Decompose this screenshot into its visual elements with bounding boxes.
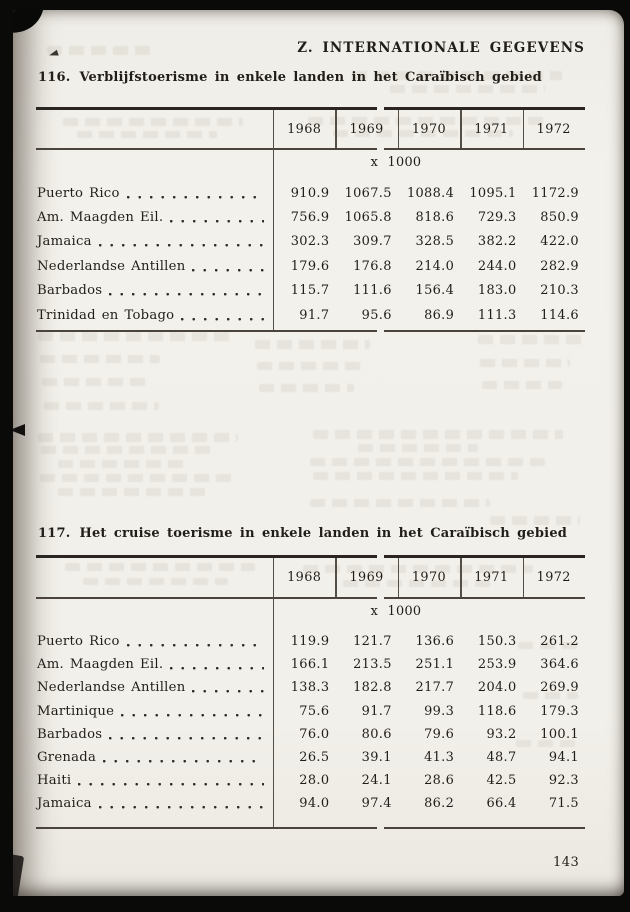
dot-leader xyxy=(78,783,264,786)
table-117 xyxy=(36,555,585,831)
dot-leader xyxy=(170,667,264,670)
value-cell: 269.9 xyxy=(540,680,579,696)
table-row xyxy=(36,254,585,278)
value-cell: 182.8 xyxy=(353,680,392,696)
country-label: Puerto Rico xyxy=(37,185,120,201)
country-label: Haiti xyxy=(37,773,72,789)
row-label-cell xyxy=(36,259,273,274)
table-number: 116. xyxy=(38,70,71,85)
unit-label: x 1000 xyxy=(370,155,422,170)
year-column-divider xyxy=(460,558,461,597)
table-row xyxy=(36,676,585,699)
year-header: 1968 xyxy=(287,569,322,585)
table-116 xyxy=(36,107,585,333)
value-cell: 66.4 xyxy=(486,796,517,812)
value-cell: 302.3 xyxy=(290,234,330,250)
year-column-divider xyxy=(335,558,336,597)
country-label: Am. Maagden Eil. xyxy=(37,210,164,226)
header-bottom-rule xyxy=(36,148,585,150)
bleedthrough-ghost xyxy=(40,355,160,363)
value-cell: 118.6 xyxy=(477,703,517,719)
year-header: 1969 xyxy=(349,569,384,585)
bleedthrough-ghost xyxy=(257,362,362,370)
year-header: 1971 xyxy=(474,569,509,585)
value-cell: 328.5 xyxy=(415,234,455,250)
value-cell: 729.3 xyxy=(477,210,517,226)
row-label-cell xyxy=(36,283,273,298)
value-cell: 244.0 xyxy=(477,258,517,274)
value-cell: 850.9 xyxy=(540,210,579,226)
row-label-cell xyxy=(36,680,273,695)
bleedthrough-ghost xyxy=(313,430,563,439)
year-column-divider xyxy=(523,558,524,597)
value-cell: 48.7 xyxy=(486,750,517,766)
year-column-divider xyxy=(398,110,399,148)
value-cell: 309.7 xyxy=(353,234,392,250)
country-label: Trinidad en Tobago xyxy=(37,307,175,323)
row-label-cell xyxy=(36,186,273,201)
year-header: 1968 xyxy=(287,121,322,137)
table-row xyxy=(36,230,585,254)
dot-leader xyxy=(170,220,264,223)
bleedthrough-ghost xyxy=(255,340,370,349)
value-cell: 156.4 xyxy=(415,283,455,299)
bleedthrough-ghost xyxy=(40,474,235,482)
year-header: 1970 xyxy=(411,121,447,137)
row-label-cell xyxy=(36,750,273,765)
value-cell: 86.2 xyxy=(424,796,455,812)
print-artifact-arrow xyxy=(48,50,58,58)
table-116-title xyxy=(38,70,542,85)
year-column-divider xyxy=(523,110,524,148)
year-header: 1971 xyxy=(474,121,509,137)
row-label-cell xyxy=(36,234,273,249)
dot-leader xyxy=(181,318,264,321)
country-label: Barbados xyxy=(37,726,103,742)
value-cell: 382.2 xyxy=(477,234,517,250)
table-row xyxy=(36,700,585,723)
table-117-title xyxy=(38,526,567,541)
value-cell: 910.9 xyxy=(290,185,330,201)
value-cell: 41.3 xyxy=(424,750,455,766)
value-cell: 42.5 xyxy=(486,773,517,789)
value-cell: 111.6 xyxy=(353,283,392,299)
value-cell: 261.2 xyxy=(540,634,579,650)
bleedthrough-ghost xyxy=(310,458,545,466)
unit-label: x 1000 xyxy=(370,604,422,619)
section-header: Z. INTERNATIONALE GEGEVENS xyxy=(297,40,585,56)
dot-leader xyxy=(99,244,264,247)
bleedthrough-ghost xyxy=(38,433,238,442)
table-title-text: Het cruise toerisme in enkele landen in het Caraïbisch gebied xyxy=(79,526,568,541)
row-label-cell xyxy=(36,796,273,811)
country-label: Nederlandse Antillen xyxy=(37,258,186,274)
value-cell: 79.6 xyxy=(424,726,455,742)
value-cell: 92.3 xyxy=(548,773,579,789)
value-cell: 282.9 xyxy=(540,258,579,274)
table-row xyxy=(36,746,585,769)
value-cell: 28.6 xyxy=(424,773,455,789)
bleedthrough-ghost xyxy=(47,46,157,55)
bleedthrough-ghost xyxy=(482,381,562,389)
dot-leader xyxy=(99,806,264,809)
bleedthrough-ghost xyxy=(313,472,518,480)
row-label-cell xyxy=(36,773,273,788)
value-cell: 99.3 xyxy=(424,703,455,719)
value-cell: 251.1 xyxy=(415,657,455,673)
value-cell: 24.1 xyxy=(361,773,392,789)
table-bottom-rule xyxy=(36,330,585,332)
table-bottom-rule xyxy=(36,827,585,829)
value-cell: 204.0 xyxy=(477,680,517,696)
table-row xyxy=(36,653,585,676)
value-cell: 253.9 xyxy=(477,657,517,673)
country-label: Am. Maagden Eil. xyxy=(37,657,164,673)
dot-leader xyxy=(192,690,264,693)
table-title-text: Verblijfstoerisme in enkele landen in het Caraïbisch gebied xyxy=(79,70,542,85)
country-label: Barbados xyxy=(37,283,103,299)
bleedthrough-ghost xyxy=(44,402,159,410)
country-label: Jamaica xyxy=(37,796,92,812)
table-row xyxy=(36,205,585,229)
table-row xyxy=(36,723,585,746)
table-row xyxy=(36,303,585,327)
bleedthrough-ghost xyxy=(41,446,211,454)
header-bottom-rule xyxy=(36,597,585,599)
table-rows xyxy=(36,181,585,327)
table-row xyxy=(36,792,585,815)
table-row xyxy=(36,181,585,205)
year-header: 1970 xyxy=(411,569,447,585)
value-cell: 115.7 xyxy=(290,283,330,299)
value-cell: 138.3 xyxy=(290,680,330,696)
year-header-row xyxy=(36,110,585,148)
country-label: Jamaica xyxy=(37,234,92,250)
value-cell: 136.6 xyxy=(415,634,455,650)
value-cell: 111.3 xyxy=(477,307,517,323)
value-cell: 26.5 xyxy=(299,750,330,766)
dot-leader xyxy=(192,269,264,272)
value-cell: 28.0 xyxy=(299,773,330,789)
row-label-cell xyxy=(36,308,273,323)
value-cell: 100.1 xyxy=(540,726,579,742)
value-cell: 71.5 xyxy=(548,796,579,812)
scanned-book-page xyxy=(13,10,624,896)
value-cell: 166.1 xyxy=(290,657,330,673)
page-number: 143 xyxy=(553,855,580,870)
bleedthrough-ghost xyxy=(310,499,490,507)
country-label: Nederlandse Antillen xyxy=(37,680,186,696)
value-cell: 818.6 xyxy=(415,210,455,226)
value-cell: 1088.4 xyxy=(406,185,455,201)
value-cell: 95.6 xyxy=(361,307,392,323)
year-header: 1969 xyxy=(349,121,384,137)
year-column-divider xyxy=(398,558,399,597)
table-row xyxy=(36,279,585,303)
value-cell: 97.4 xyxy=(361,796,392,812)
row-label-cell xyxy=(36,210,273,225)
value-cell: 119.9 xyxy=(290,634,330,650)
country-label: Puerto Rico xyxy=(37,634,120,650)
value-cell: 76.0 xyxy=(299,726,330,742)
year-column-divider xyxy=(335,110,336,148)
value-cell: 75.6 xyxy=(299,703,330,719)
bleedthrough-ghost xyxy=(259,384,354,392)
value-cell: 1172.9 xyxy=(531,185,579,201)
print-artifact-arrow xyxy=(13,424,25,436)
value-cell: 756.9 xyxy=(290,210,330,226)
row-label-cell xyxy=(36,657,273,672)
value-cell: 422.0 xyxy=(540,234,579,250)
dot-leader xyxy=(127,196,264,199)
value-cell: 93.2 xyxy=(486,726,517,742)
table-row xyxy=(36,769,585,792)
value-cell: 364.6 xyxy=(540,657,579,673)
dot-leader xyxy=(109,737,264,740)
value-cell: 114.6 xyxy=(540,307,579,323)
scan-corner-shadow xyxy=(13,10,46,34)
value-cell: 210.3 xyxy=(540,283,579,299)
bleedthrough-ghost xyxy=(358,444,478,452)
value-cell: 183.0 xyxy=(477,283,517,299)
value-cell: 91.7 xyxy=(299,307,330,323)
dot-leader xyxy=(103,760,264,763)
year-column-divider xyxy=(460,110,461,148)
dot-leader xyxy=(121,714,264,717)
row-label-cell xyxy=(36,704,273,719)
table-number: 117. xyxy=(38,526,71,541)
value-cell: 150.3 xyxy=(477,634,517,650)
value-cell: 94.1 xyxy=(548,750,579,766)
value-cell: 1095.1 xyxy=(469,185,517,201)
dot-leader xyxy=(127,644,264,647)
year-header-row xyxy=(36,558,585,596)
value-cell: 80.6 xyxy=(361,726,392,742)
value-cell: 217.7 xyxy=(415,680,455,696)
value-cell: 1065.8 xyxy=(344,210,392,226)
bleedthrough-ghost xyxy=(480,359,570,367)
value-cell: 1067.5 xyxy=(344,185,392,201)
row-label-cell xyxy=(36,634,273,649)
value-cell: 179.6 xyxy=(290,258,330,274)
value-cell: 39.1 xyxy=(361,750,392,766)
bleedthrough-ghost xyxy=(478,335,583,344)
row-label-cell xyxy=(36,727,273,742)
country-label: Martinique xyxy=(37,703,115,719)
value-cell: 121.7 xyxy=(353,634,392,650)
bleedthrough-ghost xyxy=(58,460,188,468)
scan-edge-blot xyxy=(13,854,24,896)
dot-leader xyxy=(109,293,264,296)
bleedthrough-ghost xyxy=(390,85,545,93)
bleedthrough-ghost xyxy=(42,378,152,386)
year-header: 1972 xyxy=(536,121,571,137)
value-cell: 94.0 xyxy=(299,796,330,812)
bleedthrough-ghost xyxy=(38,332,233,341)
bleedthrough-ghost xyxy=(58,488,208,496)
country-label: Grenada xyxy=(37,750,97,766)
value-cell: 179.3 xyxy=(540,703,579,719)
table-row xyxy=(36,630,585,653)
year-header: 1972 xyxy=(536,569,571,585)
value-cell: 176.8 xyxy=(353,258,392,274)
table-rows xyxy=(36,630,585,816)
value-cell: 86.9 xyxy=(424,307,455,323)
value-cell: 214.0 xyxy=(415,258,455,274)
value-cell: 213.5 xyxy=(353,657,392,673)
value-cell: 91.7 xyxy=(361,703,392,719)
bleedthrough-ghost xyxy=(490,516,580,525)
